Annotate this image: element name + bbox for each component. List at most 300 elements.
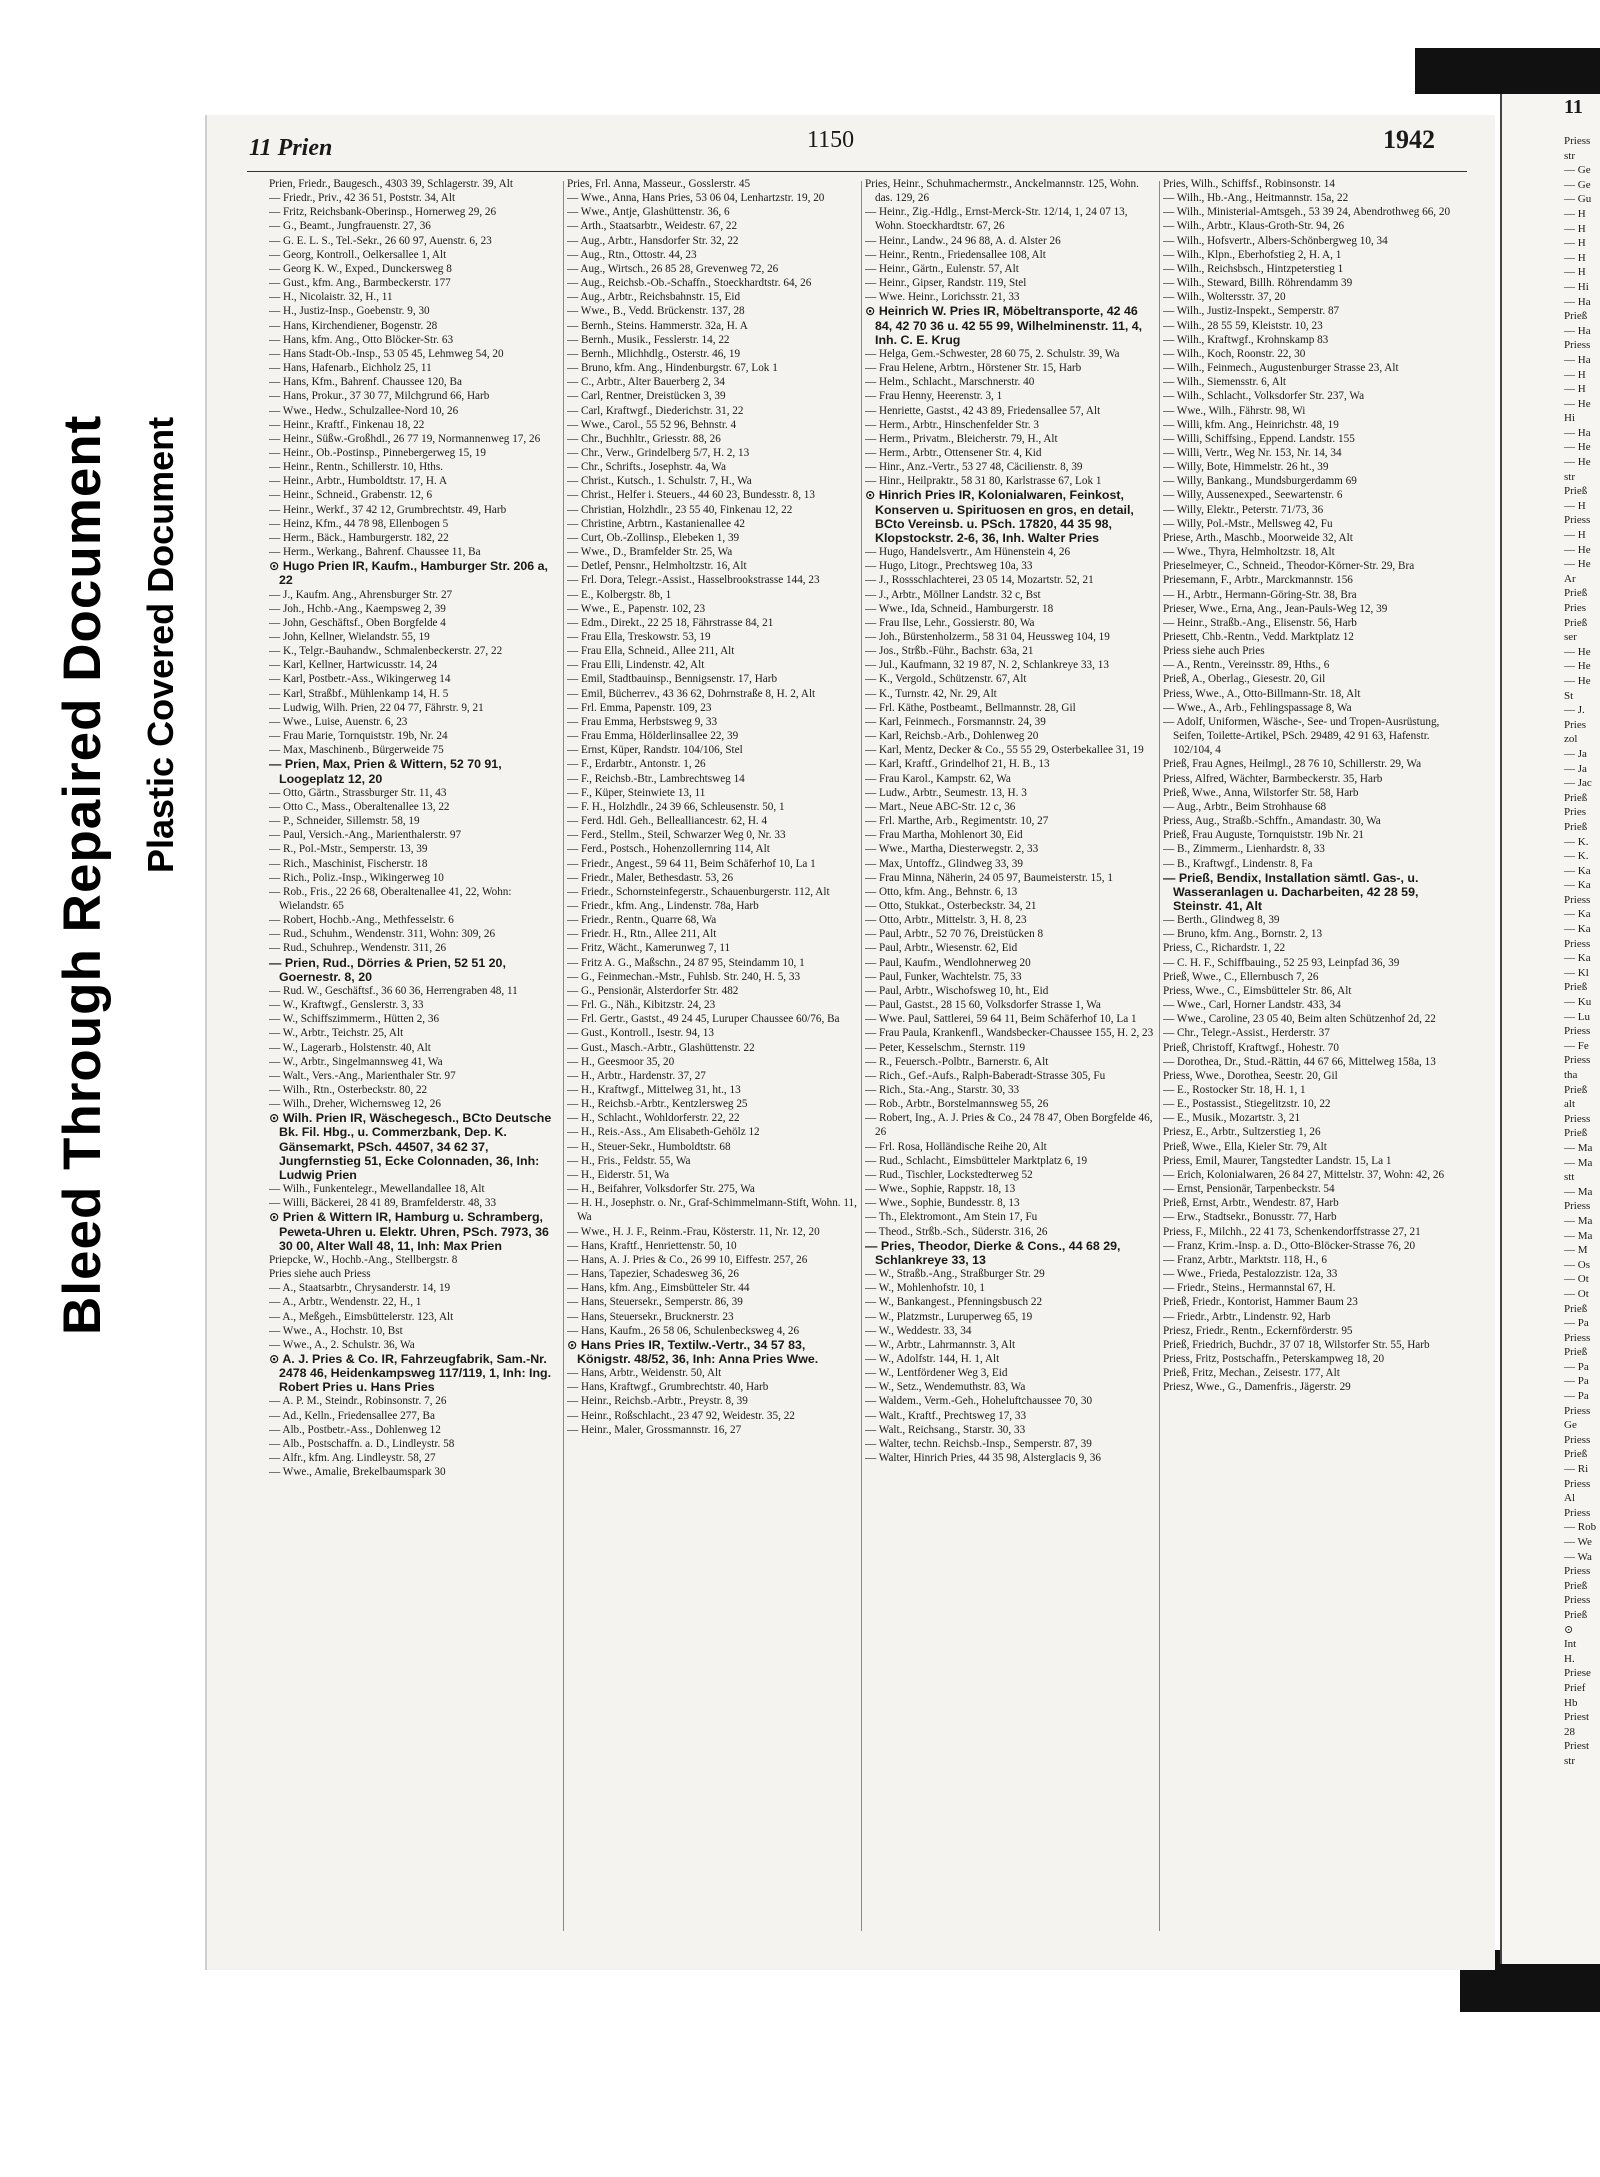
- directory-entry: Prieß, Christoff, Kraftwgf., Hohestr. 70: [1163, 1041, 1339, 1054]
- directory-entry: — Mart., Neue ABC-Str. 12 c, 36: [865, 800, 1016, 813]
- directory-entry: — Th., Elektromont., Am Stein 17, Fu: [865, 1211, 1038, 1224]
- directory-entry: — Wwe., Sophie, Bundesstr. 8, 13: [865, 1197, 1020, 1210]
- directory-entry: — Wwe., A., Arb., Fehlingspassage 8, Wa: [1163, 701, 1352, 714]
- directory-entry: — Otto, Gärtn., Strassburger Str. 11, 43: [269, 786, 447, 799]
- directory-entry: — Frau Marie, Tornquiststr. 19b, Nr. 24: [269, 730, 448, 743]
- adjacent-page-fragment: — Ma: [1564, 1214, 1593, 1227]
- adjacent-page-fragment: Prieß: [1564, 1448, 1588, 1461]
- directory-entry: — Rich., Poliz.-Insp., Wikingerweg 10: [269, 871, 444, 884]
- directory-entry: — Hans, Steuersekr., Brucknerstr. 23: [567, 1310, 734, 1323]
- directory-entry: — Herm., Bäck., Hamburgerstr. 182, 22: [269, 531, 449, 544]
- column-divider: [1159, 181, 1160, 1931]
- directory-entry: — Heinr., Rentn., Friedensallee 108, Alt: [865, 248, 1046, 261]
- adjacent-page-fragment: — Ka: [1564, 952, 1591, 965]
- adjacent-page-edge: [1500, 94, 1600, 1964]
- directory-entry: — Rud., Schuhm., Wendenstr. 311, Wohn: 309, 26: [269, 928, 496, 941]
- adjacent-page-fragment: — Ri: [1564, 1463, 1589, 1476]
- directory-entry: — Heinr., Zig.-Hdlg., Ernst-Merck-Str. 12/14, 1, 24 07 13, Wohn. Stoeckhardtstr. 67, 26: [865, 206, 1128, 233]
- directory-entry: — Frl. Gertr., Gastst., 49 24 45, Luruper Chaussee 60/76, Ba: [567, 1013, 840, 1026]
- directory-entry: Prieß, Frau Auguste, Tornquiststr. 19b Nr. 21: [1163, 829, 1365, 842]
- directory-entry: — Hans, Kaufm., 26 58 06, Schulenbecksweg 4, 26: [567, 1324, 800, 1337]
- directory-entry: — Franz, Krim.-Insp. a. D., Otto-Blöcker-Strasse 76, 20: [1163, 1239, 1416, 1252]
- directory-entry: Priese, Arth., Maschb., Moorweide 32, Alt: [1163, 531, 1353, 544]
- adjacent-page-fragment: — Kl: [1564, 966, 1589, 979]
- adjacent-page-fragment: — He: [1564, 397, 1591, 410]
- directory-entry: — R., Pol.-Mstr., Semperstr. 13, 39: [269, 843, 428, 856]
- directory-entry: — Wwe., B., Vedd. Brückenstr. 137, 28: [567, 305, 745, 318]
- directory-entry: — Wwe., Thyra, Helmholtzstr. 18, Alt: [1163, 546, 1335, 559]
- directory-entry: Priess, C., Richardstr. 1, 22: [1163, 942, 1286, 955]
- directory-entry: — Frau Ilse, Lehr., Gossierstr. 80, Wa: [865, 616, 1035, 629]
- directory-entry: Prieß, Fritz, Mechan., Zeisestr. 177, Alt: [1163, 1367, 1340, 1380]
- directory-entry: Prieß, Wwe., Ella, Kieler Str. 79, Alt: [1163, 1140, 1327, 1153]
- adjacent-page-fragment: — H: [1564, 383, 1586, 396]
- directory-entry: — Wwe. Paul, Sattlerei, 59 64 11, Beim Schäferhof 10, La 1: [865, 1013, 1137, 1026]
- directory-entry: — Franz, Arbtr., Marktstr. 118, H., 6: [1163, 1253, 1327, 1266]
- directory-entry: — Karl, Reichsb.-Arb., Dohlenweg 20: [865, 730, 1039, 743]
- adjacent-page-fragment: stt: [1564, 1171, 1575, 1184]
- directory-entry: — F. H., Holzhdlr., 24 39 66, Schleusenstr. 50, 1: [567, 800, 785, 813]
- directory-entry: — Wilh., Reichsbsch., Hintzpeterstieg 1: [1163, 262, 1344, 275]
- directory-entry: — A. P. M., Steindr., Robinsonstr. 7, 26: [269, 1395, 447, 1408]
- directory-entry: — G., Feinmechan.-Mstr., Fuhlsb. Str. 240, H. 5, 33: [567, 970, 801, 983]
- directory-entry: — Aug., Wirtsch., 26 85 28, Grevenweg 72, 26: [567, 262, 779, 275]
- directory-entry: — Ferd. Hdl. Geh., Belleallianсestr. 62, H. 4: [567, 815, 768, 828]
- directory-entry: — Wwe., Carl, Horner Landstr. 433, 34: [1163, 999, 1341, 1012]
- adjacent-page-fragment: — Lu: [1564, 1010, 1590, 1023]
- directory-entry: — Willy, Bote, Himmelstr. 26 ht., 39: [1163, 461, 1329, 474]
- directory-entry: — Willy, Pol.-Mstr., Mellsweg 42, Fu: [1163, 517, 1333, 530]
- column-divider: [563, 181, 564, 1931]
- directory-entry: — Heinr., Rentn., Schillerstr. 10, Hths.: [269, 461, 444, 474]
- directory-entry: — Arth., Staatsarbtr., Weidestr. 67, 22: [567, 220, 738, 233]
- directory-entry: — Paul, Arbtr., Wiesenstr. 62, Eid: [865, 942, 1018, 955]
- directory-entry: — Karl, Feinmech., Forsmannstr. 24, 39: [865, 715, 1046, 728]
- directory-entry: — Wilh., Schlacht., Volksdorfer Str. 237, Wa: [1163, 390, 1365, 403]
- directory-entry: — B., Kraftwgf., Lindenstr. 8, Fa: [1163, 857, 1313, 870]
- directory-entry: — F., Reichsb.-Btr., Lambrechtsweg 14: [567, 772, 745, 785]
- directory-entry: — Herm., Werkang., Bahrenf. Chaussee 11, Ba: [269, 546, 481, 559]
- directory-entry: — Wwe., Carol., 55 52 96, Behnstr. 4: [567, 418, 737, 431]
- adjacent-page-fragment: — H: [1564, 251, 1586, 264]
- adjacent-page-fragment: Priese: [1564, 1667, 1591, 1680]
- adjacent-page-fragment: Prieß: [1564, 791, 1588, 804]
- directory-entry: — Frau Paula, Krankenfl., Wandsbecker-Chaussee 155, H. 2, 23: [865, 1027, 1154, 1040]
- directory-entry: — E., Musik., Mozartstr. 3, 21: [1163, 1112, 1301, 1125]
- directory-entry: — Heinr., Arbtr., Humboldtstr. 17, H. A: [269, 475, 448, 488]
- directory-entry: — Willi, Schiffsing., Eppend. Landstr. 155: [1163, 432, 1355, 445]
- directory-entry: — Heinr., Roßschlacht., 23 47 92, Weidestr. 35, 22: [567, 1409, 795, 1422]
- directory-entry: — Wilh., Hofsvertr., Albers-Schönbergweg 10, 34: [1163, 234, 1388, 247]
- directory-entry: — H., Beifahrer, Volksdorfer Str. 275, Wa: [567, 1183, 755, 1196]
- directory-entry: — Robert, Hochb.-Ang., Methfesselstr. 6: [269, 914, 454, 927]
- adjacent-page-fragment: Prieß: [1564, 485, 1588, 498]
- directory-entry: — Aug., Arbtr., Hansdorfer Str. 32, 22: [567, 234, 739, 247]
- directory-entry: Priess, Alfred, Wächter, Barmbeckerstr. 35, Harb: [1163, 772, 1383, 785]
- directory-entry: — W., Kraftwgf., Genslerstr. 3, 33: [269, 999, 424, 1012]
- adjacent-page-fragment: — J.: [1564, 704, 1585, 717]
- adjacent-page-fragment: — H: [1564, 499, 1586, 512]
- adjacent-page-fragment: zol: [1564, 733, 1578, 746]
- directory-entry: — W., Lagerarb., Holstenstr. 40, Alt: [269, 1041, 431, 1054]
- adjacent-page-fragment: ⊙: [1564, 1623, 1574, 1636]
- directory-entry: Priess siehe auch Pries: [1163, 645, 1265, 658]
- adjacent-page-fragment: — Ja: [1564, 747, 1587, 760]
- directory-entry: — Friedr., Arbtr., Lindenstr. 92, Harb: [1163, 1310, 1331, 1323]
- directory-entry: Priesett, Chb.-Rentn., Vedd. Marktplatz 12: [1163, 631, 1354, 643]
- directory-entry: Pries, Frl. Anna, Masseur., Gosslerstr. 45: [567, 178, 751, 190]
- directory-entry: — Rich., Maschinist, Fischerstr. 18: [269, 857, 428, 870]
- directory-entry: — Emil, Bücherrev., 43 36 62, Dohrnstraße 8, H. 2, Alt: [567, 687, 816, 700]
- directory-entry: Prieß, Ernst, Arbtr., Wendestr. 87, Harb: [1163, 1197, 1339, 1210]
- directory-entry: Prieß, Wwe., Anna, Wilstorfer Str. 58, Harb: [1163, 786, 1359, 799]
- adjacent-page-fragment: Priess: [1564, 1506, 1591, 1519]
- repaired-document-text: Repaired Document: [53, 414, 112, 933]
- directory-entry: — Friedr., Maler, Bethesdastr. 53, 26: [567, 871, 734, 884]
- directory-entry: Prieß, Friedr., Kontorist, Hammer Baum 23: [1163, 1296, 1358, 1309]
- directory-entry: — Robert, Ing., A. J. Pries & Co., 24 78 47, Oben Borgfelde 46, 26: [865, 1112, 1153, 1139]
- adjacent-page-fragment: Ge: [1564, 1419, 1577, 1432]
- directory-entry: Prieß, Wwe., C., Ellernbusch 7, 26: [1163, 970, 1319, 983]
- directory-entry: — Christ., Helfer i. Steuers., 44 60 23, Bundesstr. 8, 13: [567, 489, 815, 502]
- adjacent-page-fragment: Priess: [1564, 1477, 1591, 1490]
- bleed-through-text: Bleed Through: [53, 948, 112, 1335]
- year: 1942: [1383, 125, 1435, 154]
- directory-entry: — W., Schiffszimmerm., Hütten 2, 36: [269, 1013, 440, 1026]
- directory-entry: — Wwe., E., Papenstr. 102, 23: [567, 602, 706, 615]
- directory-entry: — Fritz, Wächt., Kamerunweg 7, 11: [567, 942, 731, 955]
- adjacent-page-fragment: — Ku: [1564, 996, 1592, 1009]
- adjacent-page-fragment: Prieß: [1564, 587, 1588, 600]
- directory-entry: — Fritz, Reichsbank-Oberinsp., Hornerweg 29, 26: [269, 206, 497, 219]
- adjacent-page-fragment: — Ge: [1564, 164, 1591, 177]
- adjacent-page-fragment: — Gu: [1564, 193, 1592, 206]
- directory-entry: — Wilh., Dreher, Wichernsweg 12, 26: [269, 1098, 441, 1111]
- directory-entry: — Heinr., Süßw.-Großhdl., 26 77 19, Normannenweg 17, 26: [269, 432, 541, 445]
- adjacent-page-fragment: Prieß: [1564, 1579, 1588, 1592]
- directory-entry: — Wilh., Hb.-Ang., Heitmannstr. 15a, 22: [1163, 192, 1349, 205]
- directory-column-3: [865, 177, 1157, 1937]
- directory-entry: — Chr., Schrifts., Josephstr. 4a, Wa: [567, 461, 726, 474]
- directory-entry: — Karl, Kraftf., Grindelhof 21, H. B., 13: [865, 758, 1050, 771]
- directory-entry: — G., Pensionär, Alsterdorfer Str. 482: [567, 984, 739, 997]
- directory-entry: — Christine, Arbtrn., Kastanienallee 42: [567, 517, 746, 530]
- directory-entry: — Paul, Kaufm., Wendlohnerweg 20: [865, 956, 1031, 969]
- directory-entry: Priess, Fritz, Postschaffn., Peterskampweg 18, 20: [1163, 1352, 1385, 1365]
- directory-entry: — F., Küper, Steinwiete 13, 11: [567, 786, 706, 799]
- directory-entry: — H., Reichsb.-Arbtr., Kentzlersweg 25: [567, 1098, 748, 1111]
- directory-entry: Pries siehe auch Priess: [269, 1268, 371, 1281]
- directory-entry: — Wwe., Luise, Auenstr. 6, 23: [269, 715, 408, 728]
- directory-entry: — W., Arbtr., Singelmannsweg 41, Wa: [269, 1055, 443, 1068]
- directory-entry: — Rob., Arbtr., Borstelmannsweg 55, 26: [865, 1098, 1049, 1111]
- directory-entry: — Ludw., Arbtr., Seumestr. 13, H. 3: [865, 786, 1027, 799]
- directory-entry: — Walt., Kraftf., Prechtsweg 17, 33: [865, 1409, 1027, 1422]
- directory-entry: — Frl. Marthe, Arb., Regimentstr. 10, 27: [865, 815, 1049, 828]
- directory-entry: — Otto, kfm. Ang., Behnstr. 6, 13: [865, 885, 1018, 898]
- directory-entry: — E., Kolbergstr. 8b, 1: [567, 588, 672, 601]
- directory-entry: — Frl. Emma, Papenstr. 109, 23: [567, 701, 712, 714]
- directory-entry: — Ferd., Postsch., Hohenzollernring 114, Alt: [567, 843, 770, 856]
- directory-entry: — Alfr., kfm. Ang. Lindleystr. 58, 27: [269, 1452, 436, 1465]
- directory-entry: — Frau Helene, Arbtrn., Hörstener Str. 15, Harb: [865, 362, 1082, 375]
- column-divider: [861, 181, 862, 1931]
- directory-entry: — Theod., Strßb.-Sch., Süderstr. 316, 26: [865, 1225, 1048, 1238]
- directory-entry: — Heinr., Gipser, Randstr. 119, Stel: [865, 277, 1027, 290]
- directory-entry: — Hans, Prokur., 37 30 77, Milchgrund 66, Harb: [269, 390, 490, 403]
- directory-entry: — J., Kaufm. Ang., Ahrensburger Str. 27: [269, 588, 453, 601]
- adjacent-page-fragment: — Os: [1564, 1258, 1590, 1271]
- directory-entry: Pries, Wilh., Schiffsf., Robinsonstr. 14: [1163, 178, 1335, 190]
- directory-entry: — Wilh., Klpn., Eberhofstieg 2, H. A, 1: [1163, 248, 1342, 261]
- adjacent-page-fragment: — Pa: [1564, 1360, 1589, 1373]
- adjacent-page-fragment: — H: [1564, 207, 1586, 220]
- header-rule: [247, 171, 1467, 172]
- directory-column-4: [1163, 177, 1455, 1937]
- directory-entry: — Ferd., Stellm., Steil, Schwarzer Weg 0, Nr. 33: [567, 829, 786, 842]
- directory-entry: — E., Postassist., Stiegelitzstr. 10, 22: [1163, 1098, 1331, 1111]
- adjacent-page-fragment: Priess: [1564, 1054, 1591, 1067]
- adjacent-page-fragment: — H: [1564, 237, 1586, 250]
- directory-entry: ⊙ Wilh. Prien IR, Wäschegesch., BCto Deutsche Bk. Fil. Hbg., u. Commerzbank, Dep. K. Gänsemarkt, PSch. 44507, 34 62 37, Jungfernstieg 51, Ecke Colonnaden, 36, Inh: Ludwig Prien: [269, 1111, 552, 1182]
- directory-entry: — Willi, Bäckerei, 28 41 89, Bramfelderstr. 48, 33: [269, 1197, 497, 1210]
- directory-entry: — Adolf, Uniformen, Wäsche-, See- und Tropen-Ausrüstung, Seifen, Toilette-Artikel, PSch. 29489, 42 91 63, Hafenstr. 102/104, 4: [1163, 715, 1440, 757]
- directory-entry: — Frau Martha, Mohlenort 30, Eid: [865, 829, 1023, 842]
- directory-entry: ⊙ A. J. Pries & Co. IR, Fahrzeugfabrik, Sam.-Nr. 2478 46, Heidenkampsweg 117/119, 1, Inh: Ing. Robert Pries u. Hans Pries: [269, 1351, 552, 1395]
- directory-entry: — Alb., Postbetr.-Ass., Dohlenweg 12: [269, 1423, 441, 1436]
- directory-entry: — Aug., Reichsb.-Ob.-Schaffn., Stoeckhardtstr. 64, 26: [567, 277, 812, 290]
- directory-entry: — Heinr., Maler, Grossmannstr. 16, 27: [567, 1423, 742, 1436]
- directory-entry: — Hugo, Litogr., Prechtsweg 10a, 33: [865, 560, 1033, 573]
- directory-entry: — Gust., Kontroll., Isestr. 94, 13: [567, 1027, 714, 1040]
- directory-entry: — Joh., Hchb.-Ang., Kaempsweg 2, 39: [269, 602, 446, 615]
- directory-entry: — Frau Emma, Hölderlinsallee 22, 39: [567, 730, 739, 743]
- adjacent-page-fragment: Al: [1564, 1492, 1575, 1505]
- directory-entry: — Karl, Kellner, Hartwicusstr. 14, 24: [269, 659, 438, 672]
- directory-entry: — Wwe., A., Hochstr. 10, Bst: [269, 1324, 403, 1337]
- directory-entry: — Gust., Masch.-Arbtr., Glashüttenstr. 22: [567, 1041, 755, 1054]
- adjacent-page-fragment: — Jac: [1564, 777, 1592, 790]
- adjacent-page-fragment: — K.: [1564, 835, 1589, 848]
- directory-entry: — Frau Karol., Kampstr. 62, Wa: [865, 772, 1011, 785]
- directory-entry: — E., Rostocker Str. 18, H. 1, 1: [1163, 1084, 1306, 1096]
- directory-column-1: [269, 177, 561, 1937]
- directory-entry: — H., Nicolaistr. 32, H., 11: [269, 291, 393, 304]
- directory-entry: — Paul, Gastst., 28 15 60, Volksdorfer Strasse 1, Wa: [865, 999, 1101, 1012]
- directory-entry: — Berth., Glindweg 8, 39: [1163, 914, 1280, 927]
- adjacent-page-fragment: — Pa: [1564, 1375, 1589, 1388]
- directory-entry: — Otto C., Mass., Oberaltenallee 13, 22: [269, 800, 450, 813]
- directory-entry: — Wilh., 28 55 59, Kleiststr. 10, 23: [1163, 319, 1323, 332]
- adjacent-page-fragment: Priess: [1564, 514, 1591, 527]
- directory-entry: — Fritz A. G., Maßschn., 24 87 95, Steindamm 10, 1: [567, 956, 805, 969]
- directory-entry: — Hugo, Handelsvertr., Am Hünenstein 4, 26: [865, 546, 1071, 559]
- adjacent-page-fragment: Prieß: [1564, 1127, 1588, 1140]
- directory-entry: — Dorothea, Dr., Stud.-Rättin, 44 67 66, Mittelweg 158a, 13: [1163, 1055, 1436, 1068]
- adjacent-page-fragment: tha: [1564, 1069, 1578, 1081]
- directory-entry: — C. H. F., Schiffbauing., 52 25 93, Leinpfad 36, 39: [1163, 956, 1400, 969]
- directory-entry: — Heinr., Schneid., Grabenstr. 12, 6: [269, 489, 433, 502]
- directory-entry: — Erich, Kolonialwaren, 26 84 27, Mittelstr. 37, Wohn: 42, 26: [1163, 1168, 1445, 1181]
- directory-entry: — Wwe. Heinr., Lorichsstr. 21, 33: [865, 291, 1020, 304]
- directory-entry: — Wilh., Kraftwgf., Krohnskamp 83: [1163, 333, 1329, 346]
- directory-entry: — Wwe., Hedw., Schulzallee-Nord 10, 26: [269, 404, 459, 417]
- running-head: 11 Prien: [249, 135, 333, 161]
- directory-entry: — Jos., Strßb.-Führ., Bachstr. 63a, 21: [865, 645, 1034, 658]
- directory-entry: — Otto, Arbtr., Mittelstr. 3, H. 8, 23: [865, 914, 1027, 927]
- adjacent-page-fragment: Priest: [1564, 1711, 1590, 1724]
- adjacent-page-fragment: — H: [1564, 266, 1586, 279]
- adjacent-page-fragment: — He: [1564, 674, 1591, 687]
- adjacent-page-fragment: Pries: [1564, 602, 1586, 614]
- adjacent-page-fragment: Prieß: [1564, 1302, 1588, 1315]
- directory-columns: [269, 177, 1469, 1937]
- directory-entry: Priess, Wwe., Dorothea, Seestr. 20, Gil: [1163, 1069, 1338, 1082]
- directory-entry: — K., Telgr.-Bauhandw., Schmalenbeckerstr. 27, 22: [269, 645, 503, 658]
- directory-entry: — Heinr., Gärtn., Eulenstr. 57, Alt: [865, 262, 1019, 275]
- adjacent-page-header: 11: [1564, 96, 1583, 118]
- adjacent-page-fragment: — Ka: [1564, 864, 1591, 877]
- directory-entry: — Rob., Fris., 22 26 68, Oberaltenallee 41, 22, Wohn: Wielandstr. 65: [269, 885, 512, 912]
- directory-entry: ⊙ Prien & Wittern IR, Hamburg u. Schramberg, Peweta-Uhren u. Elektr. Uhren, PSch. 7973, 36 30 00, Alter Wall 48, 11, Inh: Max Prien: [269, 1210, 549, 1253]
- directory-entry: — Jul., Kaufmann, 32 19 87, N. 2, Schlankreye 33, 13: [865, 659, 1109, 672]
- directory-entry: — H., Schlacht., Wohldorferstr. 22, 22: [567, 1112, 740, 1125]
- directory-entry: — Otto, Stukkat., Osterbeckstr. 34, 21: [865, 899, 1037, 912]
- directory-entry: — Wwe., Amalie, Brekelbaumspark 30: [269, 1466, 446, 1479]
- directory-entry: — Bruno, kfm. Ang., Bornstr. 2, 13: [1163, 928, 1323, 941]
- directory-entry: Priesz, E., Arbtr., Sultzerstieg 1, 26: [1163, 1126, 1321, 1139]
- directory-entry: — Bernh., Steins. Hammerstr. 32a, H. A: [567, 319, 748, 332]
- directory-entry: — Rud., Schlacht., Eimsbütteler Marktplatz 6, 19: [865, 1154, 1088, 1167]
- directory-entry: — Hans, kfm. Ang., Eimsbütteler Str. 44: [567, 1282, 750, 1295]
- adjacent-page-fragment: Pries: [1564, 718, 1586, 731]
- adjacent-page-fragment: — Ka: [1564, 908, 1591, 921]
- directory-entry: — Helga, Gem.-Schwester, 28 60 75, 2. Schulstr. 39, Wa: [865, 347, 1120, 360]
- directory-entry: — Wilh., Woltersstr. 37, 20: [1163, 291, 1286, 304]
- adjacent-page-fragment: — Pa: [1564, 1390, 1589, 1403]
- directory-entry: ⊙ Hans Pries IR, Textilw.-Vertr., 34 57 83, Königstr. 48/52, 36, Inh: Anna Pries Wwe.: [567, 1337, 819, 1366]
- directory-entry: — W., Arbtr., Lahrmannstr. 3, Alt: [865, 1338, 1016, 1351]
- directory-entry: — R., Feuersch.-Polbtr., Barnerstr. 6, Alt: [865, 1055, 1049, 1068]
- directory-entry: — Rich., Gef.-Aufs., Ralph-Baberadt-Strasse 305, Fu: [865, 1069, 1106, 1082]
- directory-entry: — Wwe., Ida, Schneid., Hamburgerstr. 18: [865, 602, 1054, 615]
- directory-entry: — Frl. Käthe, Postbeamt., Bellmannstr. 28, Gil: [865, 701, 1076, 714]
- directory-entry: — Chr., Telegr.-Assist., Herderstr. 37: [1163, 1027, 1330, 1040]
- directory-entry: — Wwe., Antje, Glashüttenstr. 36, 6: [567, 206, 730, 219]
- directory-entry: — Chr., Verw., Grindelberg 5/7, H. 2, 13: [567, 446, 750, 459]
- directory-entry: — W., Adolfstr. 144, H. 1, Alt: [865, 1352, 1000, 1365]
- directory-entry: — Prien, Max, Prien & Wittern, 52 70 91, Loogeplatz 12, 20: [269, 757, 502, 786]
- adjacent-page-fragment: — Ma: [1564, 1156, 1593, 1169]
- adjacent-page-fragment: Prieß: [1564, 820, 1588, 833]
- directory-entry: — H., Arbtr., Hardenstr. 37, 27: [567, 1069, 706, 1082]
- directory-entry: — J., Arbtr., Möllner Landstr. 32 c, Bst: [865, 588, 1041, 601]
- adjacent-page-fragment: — Ha: [1564, 426, 1591, 439]
- directory-entry: — W., Setz., Wendemuthstr. 83, Wa: [865, 1381, 1026, 1394]
- directory-entry: — Bernh., Musik., Fesslerstr. 14, 22: [567, 333, 730, 346]
- directory-entry: — Willi, kfm. Ang., Heinrichstr. 48, 19: [1163, 418, 1339, 431]
- directory-entry: Priepcke, W., Hochb.-Ang., Stellbergstr. 8: [269, 1253, 458, 1266]
- directory-entry: — Emil, Stadtbauinsp., Bennigsenstr. 17, Harb: [567, 673, 778, 686]
- directory-entry: — Wwe., Wilh., Fährstr. 98, Wi: [1163, 404, 1306, 417]
- directory-entry: — H., Geesmoor 35, 20: [567, 1055, 675, 1068]
- directory-entry: — Prieß, Bendix, Installation sämtl. Gas-, u. Wasseranlagen u. Dacharbeiten, 42 28 59, Steinstr. 41, Alt: [1163, 870, 1419, 913]
- directory-entry: — Christ., Kutsch., 1. Schulstr. 7, H., Wa: [567, 475, 752, 488]
- adjacent-page-fragment: Priess: [1564, 135, 1591, 147]
- directory-entry: — W., Weddestr. 33, 34: [865, 1324, 972, 1337]
- adjacent-page-fragment: — He: [1564, 645, 1591, 658]
- directory-entry: — Wwe., D., Bramfelder Str. 25, Wa: [567, 546, 733, 559]
- directory-entry: ⊙ Hinrich Pries IR, Kolonialwaren, Feinkost, Konserven u. Spirituosen en gros, en detail, BCto Vereinsb. u. PSch. 17820, 44 35 98, Klopstockstr. 2-6, 36, Inh. Walter Pries: [865, 488, 1134, 545]
- adjacent-page-fragment: str: [1564, 149, 1575, 162]
- adjacent-page-fragment: H.: [1564, 1652, 1575, 1665]
- directory-entry: Prieß, A., Oberlag., Giesestr. 20, Gil: [1163, 673, 1326, 686]
- directory-entry: — Hinr., Anz.-Vertr., 53 27 48, Cäcilienstr. 8, 39: [865, 461, 1083, 474]
- adjacent-page-fragment: St: [1564, 689, 1574, 702]
- directory-entry: Priesemann, F., Arbtr., Marckmannstr. 156: [1163, 574, 1353, 587]
- adjacent-page-fragment: — H: [1564, 529, 1586, 542]
- adjacent-page-fragment: — He: [1564, 441, 1591, 454]
- directory-entry: Priess, F., Milchh., 22 41 73, Schenkendorffstrasse 27, 21: [1163, 1225, 1421, 1238]
- adjacent-page-fragments: [1564, 134, 1600, 1769]
- directory-entry: — Wilh., Siemensstr. 6, Alt: [1163, 376, 1287, 389]
- directory-entry: — Rud. W., Geschäftsf., 36 60 36, Herrengraben 48, 11: [269, 984, 518, 997]
- directory-entry: — Frl. Dora, Telegr.-Assist., Hasselbrookstrasse 144, 23: [567, 574, 820, 587]
- directory-entry: — Rich., Sta.-Ang., Starstr. 30, 33: [865, 1084, 1020, 1096]
- directory-entry: — Heinr., Straßb.-Ang., Elisenstr. 56, Harb: [1163, 616, 1357, 629]
- directory-entry: — Herm., Privatm., Bleicherstr. 79, H., Alt: [865, 432, 1058, 445]
- adjacent-page-fragment: — Wa: [1564, 1550, 1592, 1563]
- directory-entry: — Georg, Kontroll., Oelkersallee 1, Alt: [269, 248, 447, 261]
- directory-entry: — Hans, kfm. Ang., Otto Blöcker-Str. 63: [269, 333, 454, 346]
- directory-entry: — Henriette, Gastst., 42 43 89, Friedensallee 57, Alt: [865, 404, 1101, 417]
- directory-entry: — Georg K. W., Exped., Dunckersweg 8: [269, 262, 452, 275]
- directory-entry: Priess, Aug., Straßb.-Schffn., Amandastr. 30, Wa: [1163, 815, 1381, 828]
- directory-entry: — Heinr., Landw., 24 96 88, A. d. Alster 26: [865, 234, 1061, 247]
- directory-entry: — J., Rossschlachterei, 23 05 14, Mozartstr. 52, 21: [865, 574, 1094, 587]
- directory-entry: — Herm., Arbtr., Ottensener Str. 4, Kid: [865, 446, 1042, 459]
- directory-entry: — Willy, Elektr., Peterstr. 71/73, 36: [1163, 503, 1324, 516]
- directory-entry: — Hans, A. J. Pries & Co., 26 99 10, Eiffestr. 257, 26: [567, 1253, 808, 1266]
- directory-entry: Priess, Wwe., A., Otto-Billmann-Str. 18, Alt: [1163, 687, 1361, 700]
- adjacent-page-fragment: Priess: [1564, 1025, 1591, 1038]
- directory-entry: Priess, Emil, Maurer, Tangstedter Landstr. 15, La 1: [1163, 1154, 1392, 1167]
- adjacent-page-fragment: — Fe: [1564, 1039, 1589, 1052]
- directory-entry: — Karl, Straßbf., Mühlenkamp 14, H. 5: [269, 687, 449, 700]
- page-header: [207, 115, 1495, 175]
- directory-entry: — Wilh., Koch, Roonstr. 22, 30: [1163, 347, 1306, 360]
- directory-entry: — Wwe., H. J. F., Reinm.-Frau, Kösterstr. 11, Nr. 12, 20: [567, 1225, 820, 1238]
- directory-entry: — Frau Elli, Lindenstr. 42, Alt: [567, 659, 705, 672]
- adjacent-page-fragment: — H: [1564, 222, 1586, 235]
- directory-entry: — Walter, techn. Reichsb.-Insp., Semperstr. 87, 39: [865, 1437, 1092, 1450]
- adjacent-page-fragment: str: [1564, 470, 1575, 483]
- directory-entry: — Wilh., Arbtr., Klaus-Groth-Str. 94, 26: [1163, 220, 1345, 233]
- directory-entry: — Wilh., Steward, Billh. Röhrendamm 39: [1163, 277, 1353, 290]
- directory-entry: — Carl, Rentner, Dreistücken 3, 39: [567, 390, 726, 403]
- directory-entry: — Friedr., Priv., 42 36 51, Poststr. 34, Alt: [269, 192, 456, 205]
- directory-entry: — Wilh., Funkentelegr., Mewellandallee 18, Alt: [269, 1183, 485, 1196]
- directory-entry: — Wilh., Rtn., Osterbeckstr. 80, 22: [269, 1084, 428, 1096]
- directory-entry: — Friedr., kfm. Ang., Lindenstr. 78a, Harb: [567, 899, 759, 912]
- adjacent-page-fragment: — Ot: [1564, 1287, 1589, 1300]
- adjacent-page-fragment: Priest: [1564, 1740, 1590, 1753]
- adjacent-page-fragment: Int: [1564, 1638, 1577, 1651]
- directory-entry: — Rud., Tischler, Lockstedterweg 52: [865, 1168, 1033, 1181]
- directory-entry: — Karl, Mentz, Decker & Co., 55 55 29, Osterbekallee 31, 19: [865, 744, 1144, 757]
- directory-entry: — Peter, Kesselschm., Sternstr. 119: [865, 1041, 1026, 1054]
- scan-border-top-right: [1415, 48, 1600, 94]
